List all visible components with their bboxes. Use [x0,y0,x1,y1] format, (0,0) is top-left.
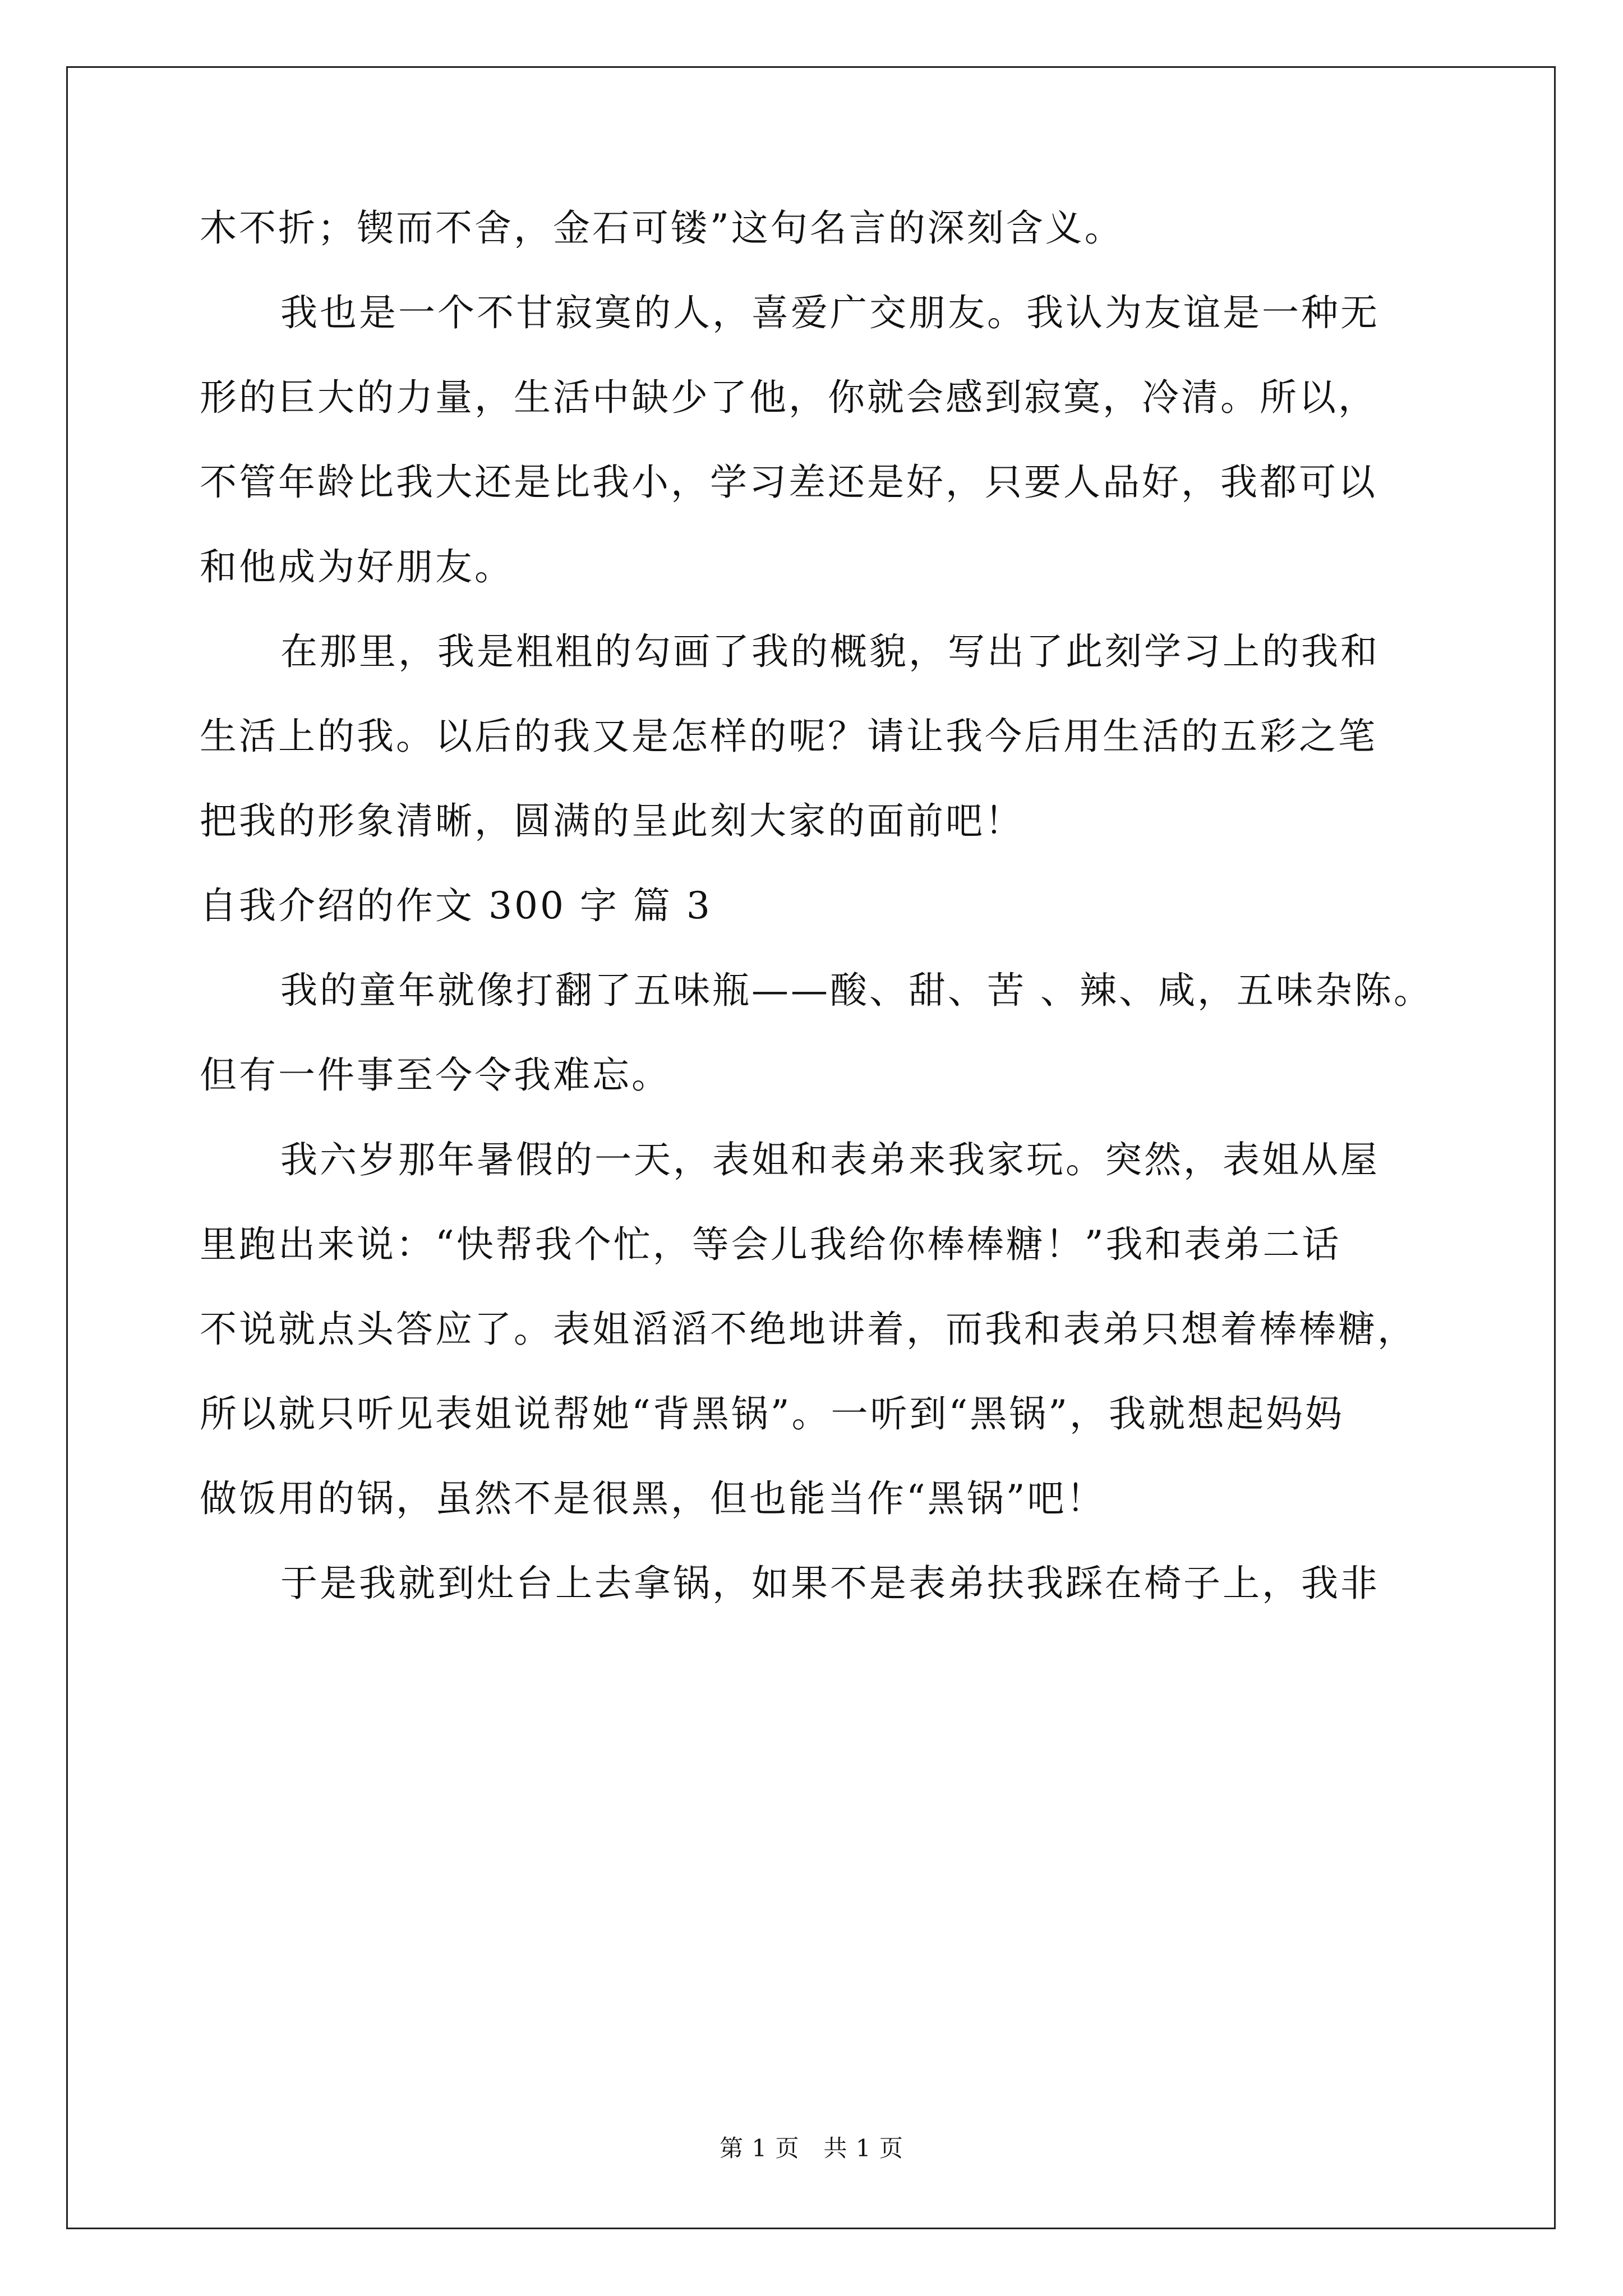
text-line: 和他成为好朋友。 [200,545,514,588]
text-line: 不说就点头答应了。表姐滔滔不绝地讲着，而我和表弟只想着棒棒糖， [200,1308,1417,1351]
paragraph-start-line: 在那里，我是粗粗的勾画了我的概貌，写出了此刻学习上的我和 [280,630,1380,673]
page-number-footer: 第 1 页 共 1 页 [720,2134,903,2162]
text-line: 里跑出来说：“快帮我个忙，等会儿我给你棒棒糖！”我和表弟二话 [200,1223,1341,1266]
text-line: 生活上的我。以后的我又是怎样的呢？请让我今后用生活的五彩之笔 [200,715,1377,758]
text-line: 做饭用的锅，虽然不是很黑，但也能当作“黑锅”吧！ [200,1477,1106,1520]
paragraph-start-line: 我六岁那年暑假的一天，表姐和表弟来我家玩。突然，表姐从屋 [280,1138,1380,1181]
text-line: 不管年龄比我大还是比我小，学习差还是好，只要人品好，我都可以 [200,461,1377,504]
text-line: 但有一件事至今令我难忘。 [200,1053,671,1097]
document-body [200,206,1439,1650]
text-line: 木不折；锲而不舍，金石可镂”这句名言的深刻含义。 [200,206,1124,250]
section-heading: 自我介绍的作文 300 字 篇 3 [200,884,712,927]
paragraph-start-line: 于是我就到灶台上去拿锅，如果不是表弟扶我踩在椅子上，我非 [280,1562,1380,1605]
text-line: 所以就只听见表姐说帮她“背黑锅”。一听到“黑锅”，我就想起妈妈 [200,1392,1344,1435]
text-line: 把我的形象清晰，圆满的呈此刻大家的面前吧！ [200,799,1024,843]
text-line: 形的巨大的力量，生活中缺少了他，你就会感到寂寞，冷清。所以， [200,376,1377,419]
paragraph-start-line: 我也是一个不甘寂寞的人，喜爱广交朋友。我认为友谊是一种无 [280,291,1380,334]
paragraph-start-line: 我的童年就像打翻了五味瓶——酸、甜、苦 、辣、咸，五味杂陈。 [280,969,1433,1012]
